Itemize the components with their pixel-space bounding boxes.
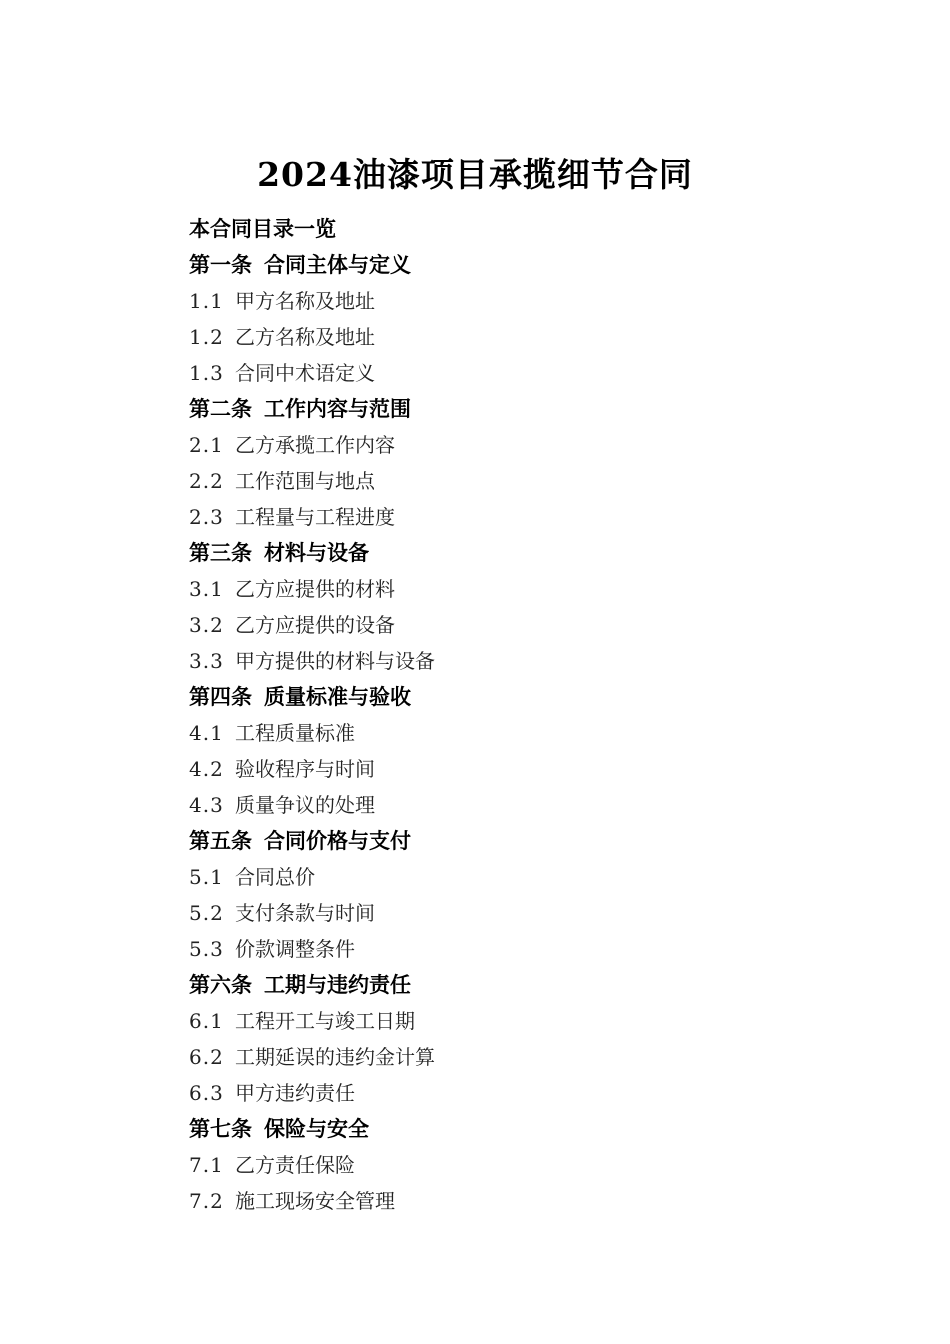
document-title: 2024油漆项目承揽细节合同 bbox=[257, 155, 693, 194]
item-label: 甲方名称及地址 bbox=[235, 289, 375, 313]
section-title bbox=[189, 535, 869, 571]
section-title bbox=[189, 1111, 869, 1147]
toc-section-3 bbox=[189, 535, 869, 679]
toc-item bbox=[189, 715, 869, 751]
section-title bbox=[189, 679, 869, 715]
section-title bbox=[189, 967, 869, 1003]
item-number: 2.3 bbox=[189, 505, 224, 529]
toc-item bbox=[189, 895, 869, 931]
section-label: 材料与设备 bbox=[264, 540, 369, 565]
toc-section-5 bbox=[189, 823, 869, 967]
item-number: 4.2 bbox=[189, 757, 224, 781]
item-number: 3.3 bbox=[189, 649, 224, 673]
toc-item bbox=[189, 1183, 869, 1219]
section-number: 第五条 bbox=[189, 828, 252, 853]
section-number: 第六条 bbox=[189, 972, 252, 997]
item-label: 甲方提供的材料与设备 bbox=[235, 649, 435, 673]
section-label: 保险与安全 bbox=[264, 1116, 369, 1141]
item-label: 工作范围与地点 bbox=[235, 469, 375, 493]
item-label: 乙方责任保险 bbox=[235, 1153, 355, 1177]
section-label: 合同主体与定义 bbox=[264, 252, 411, 277]
item-label: 工程质量标准 bbox=[235, 721, 355, 745]
section-title bbox=[189, 823, 869, 859]
item-number: 1.2 bbox=[189, 325, 224, 349]
toc-item bbox=[189, 427, 869, 463]
item-label: 价款调整条件 bbox=[235, 937, 355, 961]
section-number: 第二条 bbox=[189, 396, 252, 421]
item-number: 3.1 bbox=[189, 577, 224, 601]
section-number: 第一条 bbox=[189, 252, 252, 277]
toc-section-6 bbox=[189, 967, 869, 1111]
item-label: 甲方违约责任 bbox=[235, 1081, 355, 1105]
item-label: 施工现场安全管理 bbox=[235, 1189, 395, 1213]
toc-item bbox=[189, 571, 869, 607]
item-number: 6.3 bbox=[189, 1081, 224, 1105]
item-number: 2.2 bbox=[189, 469, 224, 493]
toc-item bbox=[189, 787, 869, 823]
toc-heading: 本合同目录一览 bbox=[189, 216, 336, 241]
section-title bbox=[189, 391, 869, 427]
section-label: 质量标准与验收 bbox=[264, 684, 411, 709]
toc-section-7 bbox=[189, 1111, 869, 1219]
item-number: 7.1 bbox=[189, 1153, 224, 1177]
section-number: 第四条 bbox=[189, 684, 252, 709]
item-label: 工程量与工程进度 bbox=[235, 505, 395, 529]
toc-item bbox=[189, 931, 869, 967]
toc-item bbox=[189, 463, 869, 499]
toc-item bbox=[189, 319, 869, 355]
item-label: 工期延误的违约金计算 bbox=[235, 1045, 435, 1069]
item-number: 5.2 bbox=[189, 901, 224, 925]
item-label: 合同中术语定义 bbox=[235, 361, 375, 385]
section-label: 合同价格与支付 bbox=[264, 828, 411, 853]
item-label: 验收程序与时间 bbox=[235, 757, 375, 781]
item-label: 工程开工与竣工日期 bbox=[235, 1009, 415, 1033]
table-of-contents bbox=[189, 211, 869, 1219]
toc-section-4 bbox=[189, 679, 869, 823]
toc-item bbox=[189, 751, 869, 787]
toc-item bbox=[189, 1003, 869, 1039]
item-number: 3.2 bbox=[189, 613, 224, 637]
toc-section-2 bbox=[189, 391, 869, 535]
section-number: 第七条 bbox=[189, 1116, 252, 1141]
toc-item bbox=[189, 1075, 869, 1111]
section-label: 工期与违约责任 bbox=[264, 972, 411, 997]
item-number: 6.2 bbox=[189, 1045, 224, 1069]
toc-item bbox=[189, 283, 869, 319]
toc-item bbox=[189, 499, 869, 535]
section-label: 工作内容与范围 bbox=[264, 396, 411, 421]
toc-item bbox=[189, 1147, 869, 1183]
item-label: 乙方应提供的设备 bbox=[235, 613, 395, 637]
toc-item bbox=[189, 859, 869, 895]
item-number: 6.1 bbox=[189, 1009, 224, 1033]
toc-section-1 bbox=[189, 247, 869, 391]
toc-item bbox=[189, 355, 869, 391]
item-number: 1.3 bbox=[189, 361, 224, 385]
item-number: 7.2 bbox=[189, 1189, 224, 1213]
section-number: 第三条 bbox=[189, 540, 252, 565]
item-label: 乙方应提供的材料 bbox=[235, 577, 395, 601]
item-number: 4.3 bbox=[189, 793, 224, 817]
toc-item bbox=[189, 607, 869, 643]
section-title bbox=[189, 247, 869, 283]
item-label: 合同总价 bbox=[235, 865, 315, 889]
item-label: 乙方承揽工作内容 bbox=[235, 433, 395, 457]
item-label: 支付条款与时间 bbox=[235, 901, 375, 925]
toc-item bbox=[189, 643, 869, 679]
item-label: 乙方名称及地址 bbox=[235, 325, 375, 349]
item-label: 质量争议的处理 bbox=[235, 793, 375, 817]
item-number: 5.1 bbox=[189, 865, 224, 889]
toc-item bbox=[189, 1039, 869, 1075]
item-number: 1.1 bbox=[189, 289, 224, 313]
item-number: 5.3 bbox=[189, 937, 224, 961]
item-number: 2.1 bbox=[189, 433, 224, 457]
item-number: 4.1 bbox=[189, 721, 224, 745]
